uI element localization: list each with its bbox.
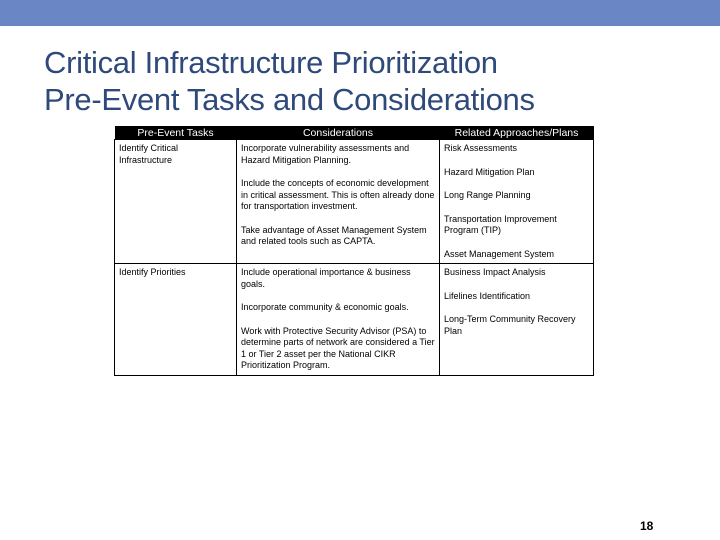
slide-title: [44, 44, 704, 118]
slide-title-line-2: Pre-Event Tasks and Considerations: [44, 82, 535, 117]
consideration-item: Work with Protective Security Advisor (PSA) to determine parts of network are considered a Tier 1 or Tier 2 asset per the National CIKR Prioritization Program.: [241, 325, 435, 370]
header-pre-event-tasks: Pre-Event Tasks: [115, 126, 237, 140]
consideration-item: Take advantage of Asset Management System and related tools such as CAPTA.: [241, 224, 427, 246]
task-label: Identify Priorities: [119, 267, 186, 277]
pre-event-tasks-table: [114, 126, 594, 376]
header-considerations: Considerations: [237, 126, 440, 140]
approaches-cell: [440, 264, 594, 376]
consideration-item: Include the concepts of economic development in critical assessment. This is often already done for transportation investment.: [241, 178, 435, 211]
approach-item: Risk Assessments: [444, 143, 518, 153]
header-accent-bar: [0, 0, 720, 26]
approach-item: Lifelines Identification: [444, 290, 531, 301]
approach-item: Long Range Planning: [444, 190, 531, 200]
consideration-item: Include operational importance & business goals.: [241, 267, 411, 289]
table-row: [115, 264, 594, 376]
approach-item: Long-Term Community Recovery Plan: [444, 314, 576, 336]
task-cell: [115, 264, 237, 376]
header-related-approaches: Related Approaches/Plans: [440, 126, 594, 140]
approach-item: Hazard Mitigation Plan: [444, 166, 535, 177]
approach-item: Business Impact Analysis: [444, 267, 546, 277]
task-cell: [115, 140, 237, 264]
task-label: Identify Critical Infrastructure: [119, 143, 179, 165]
consideration-item: Incorporate vulnerability assessments and Hazard Mitigation Planning.: [241, 143, 410, 165]
page-number: 18: [640, 519, 654, 533]
approaches-cell: [440, 140, 594, 264]
consideration-item: Incorporate community & economic goals.: [241, 302, 409, 312]
considerations-cell: [237, 264, 440, 376]
considerations-cell: [237, 140, 440, 264]
table-header-row: [115, 126, 594, 140]
approach-item: Asset Management System: [444, 248, 555, 259]
approach-item: Transportation Improvement Program (TIP): [444, 213, 557, 235]
slide-title-line-1: Critical Infrastructure Prioritization: [44, 45, 498, 80]
table-row: [115, 140, 594, 264]
